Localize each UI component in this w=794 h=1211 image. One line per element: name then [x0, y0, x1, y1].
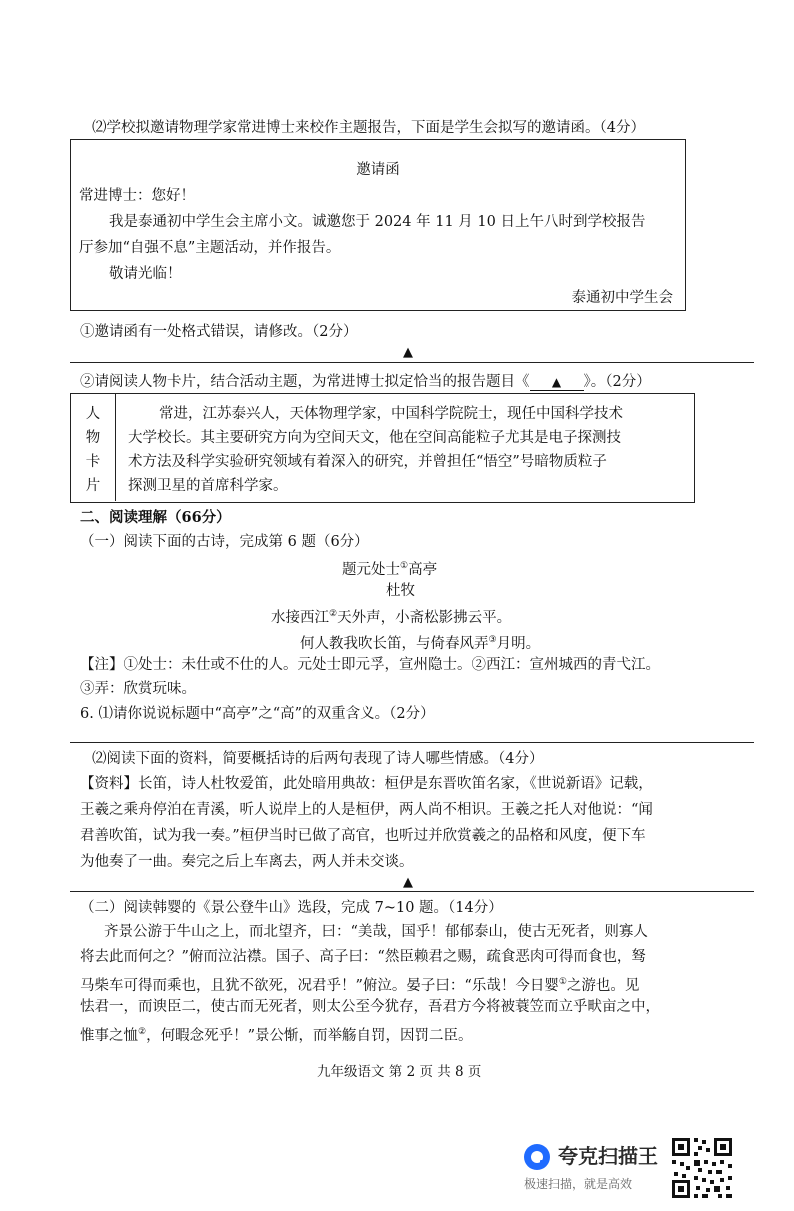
answer-line-q6-1 — [70, 742, 754, 743]
quark-logo-icon — [524, 1144, 550, 1170]
classical-line-3-note-marker: ① — [558, 977, 567, 987]
scanner-watermark — [520, 1136, 666, 1196]
letter-signature: 泰通初中学生会 — [571, 290, 673, 306]
card-label-char-1: 人 — [85, 406, 101, 422]
sub-question-1-prompt: ①邀请函有一处格式错误，请修改。（2分） — [80, 324, 358, 340]
poem-line-2-text-b: 月明。 — [496, 635, 541, 652]
title-blank[interactable] — [530, 374, 584, 391]
poem-notes-line-2: ③弄：欣赏玩味。 — [80, 681, 196, 697]
poem-title — [342, 556, 437, 580]
part-2-heading: （二）阅读韩婴的《景公登牛山》选段，完成 7~10 题。（14分） — [80, 900, 503, 916]
classical-line-5-text-b: ，何暇念死乎！”景公惭，而举觞自罚，因罚二臣。 — [146, 1027, 473, 1044]
poem-line-2-text-a: 何人教我吹长笛，与倚春风弄 — [300, 635, 489, 652]
section-2-heading: 二、阅读理解（66分） — [80, 509, 231, 526]
classical-line-5-note-marker: ② — [138, 1027, 147, 1037]
watermark-brand: 夸克扫描王 — [558, 1144, 658, 1168]
watermark-slogan: 极速扫描，就是高效 — [524, 1177, 633, 1191]
poem-line-1-note-marker: ② — [329, 609, 338, 619]
letter-salutation: 常进博士：您好！ — [79, 188, 195, 204]
poem-title-text-a: 题元处士 — [342, 561, 400, 578]
poem-line-1-text-b: 天外声，小斋松影拂云平。 — [337, 609, 512, 626]
classical-text-line-3 — [80, 972, 639, 996]
poem-author: 杜牧 — [386, 583, 415, 599]
card-label-column — [71, 394, 116, 501]
sub-question-2-prompt — [80, 372, 651, 392]
card-text-line-1: 常进，江苏泰兴人，天体物理学家，中国科学院院士，现任中国科学技术 — [159, 406, 623, 422]
poem-title-note-marker: ① — [400, 561, 409, 571]
material-line-4: 为他奏了一曲。奏完之后上车离去，两人并未交谈。 — [80, 854, 414, 870]
card-label-char-4: 片 — [85, 478, 101, 494]
classical-line-3-text-a: 马柴车可得而乘也，且犹不欲死，况君乎！”俯泣。晏子曰：“乐哉！今日婴 — [80, 977, 559, 994]
page-footer: 九年级语文 第 2 页 共 8 页 — [317, 1064, 482, 1080]
classical-line-5-text-a: 惟事之恤 — [80, 1027, 138, 1044]
letter-closing: 敬请光临！ — [109, 266, 182, 282]
person-card — [70, 393, 695, 503]
invitation-letter-box — [70, 139, 686, 311]
material-line-2: 王羲之乘舟停泊在青溪，听人说岸上的人是桓伊，两人尚不相识。王羲之托人对他说：“闻 — [80, 802, 653, 818]
poem-line-1 — [271, 604, 511, 628]
classical-text-line-4: 怯君一，而谀臣二，使古而无死者，则太公至今犹存，吾君方今将被蓑笠而立乎畎亩之中， — [80, 999, 660, 1015]
letter-body-line-1: 我是泰通初中学生会主席小文。诚邀您于 2024 年 11 月 10 日上午八时到学校报告 — [109, 214, 646, 230]
card-label-char-3: 卡 — [85, 454, 101, 470]
poem-line-1-text-a: 水接西江 — [271, 609, 329, 626]
classical-text-line-2: 将去此而何之？”俯而泣沾襟。国子、高子曰：“然臣赖君之赐，疏食恶肉可得而食也，驽 — [80, 949, 646, 965]
letter-body-line-2: 厅参加“自强不息”主题活动，并作报告。 — [79, 240, 341, 256]
question-6-1-prompt: 6. ⑴请你说说标题中“高亭”之“高”的双重含义。（2分） — [80, 706, 435, 722]
card-text-line-2: 大学校长。其主要研究方向为空间天文，他在空间高能粒子尤其是电子探测技 — [128, 430, 621, 446]
poem-title-text-b: 高亭 — [408, 561, 438, 578]
sub-question-2-text-a: ②请阅读人物卡片，结合活动主题，为常进博士拟定恰当的报告题目《 — [80, 374, 530, 390]
classical-text-line-1: 齐景公游于牛山之上，而北望齐，曰：“美哉，国乎！郁郁泰山，使古无死者，则寡人 — [104, 924, 648, 940]
material-line-1: 【资料】长笛，诗人杜牧爱笛，此处暗用典故：桓伊是东晋吹笛名家，《世说新语》记载， — [80, 776, 653, 792]
poem-notes-line-1: 【注】①处士：未仕或不仕的人。元处士即元孚，宣州隐士。②西江：宣州城西的青弋江。 — [80, 657, 660, 673]
question-6-2-prompt: ⑵阅读下面的资料，简要概括诗的后两句表现了诗人哪些情感。（4分） — [92, 751, 544, 767]
classical-line-3-text-b: 之游也。见 — [566, 977, 640, 994]
answer-line — [70, 362, 754, 363]
blank-answer-mark: ▲ — [551, 375, 562, 389]
material-line-3: 君善吹笛，试为我一奏。”桓伊当时已做了高官，也听过并欣赏羲之的品格和风度，便下车 — [80, 828, 646, 844]
poem-line-2-note-marker: ③ — [488, 635, 497, 645]
card-text-line-4: 探测卫星的首席科学家。 — [128, 478, 288, 494]
answer-line-q6-2 — [70, 891, 754, 892]
poem-line-2 — [300, 630, 540, 654]
qr-code-icon — [670, 1136, 734, 1200]
question-2-prompt: ⑵学校拟邀请物理学家常进博士来校作主题报告，下面是学生会拟写的邀请函。（4分） — [92, 120, 645, 136]
sub-question-2-text-b: 》。（2分） — [583, 374, 651, 390]
card-text-line-3: 术方法及科学实验研究领域有着深入的研究，并曾担任“悟空”号暗物质粒子 — [128, 454, 607, 470]
answer-mark: ▲ — [403, 345, 413, 360]
card-label-char-2: 物 — [85, 430, 101, 446]
answer-mark-q6-2: ▲ — [403, 875, 413, 890]
letter-title: 邀请函 — [356, 162, 400, 178]
part-1-heading: （一）阅读下面的古诗，完成第 6 题（6分） — [80, 534, 369, 550]
classical-text-line-5 — [80, 1022, 473, 1046]
